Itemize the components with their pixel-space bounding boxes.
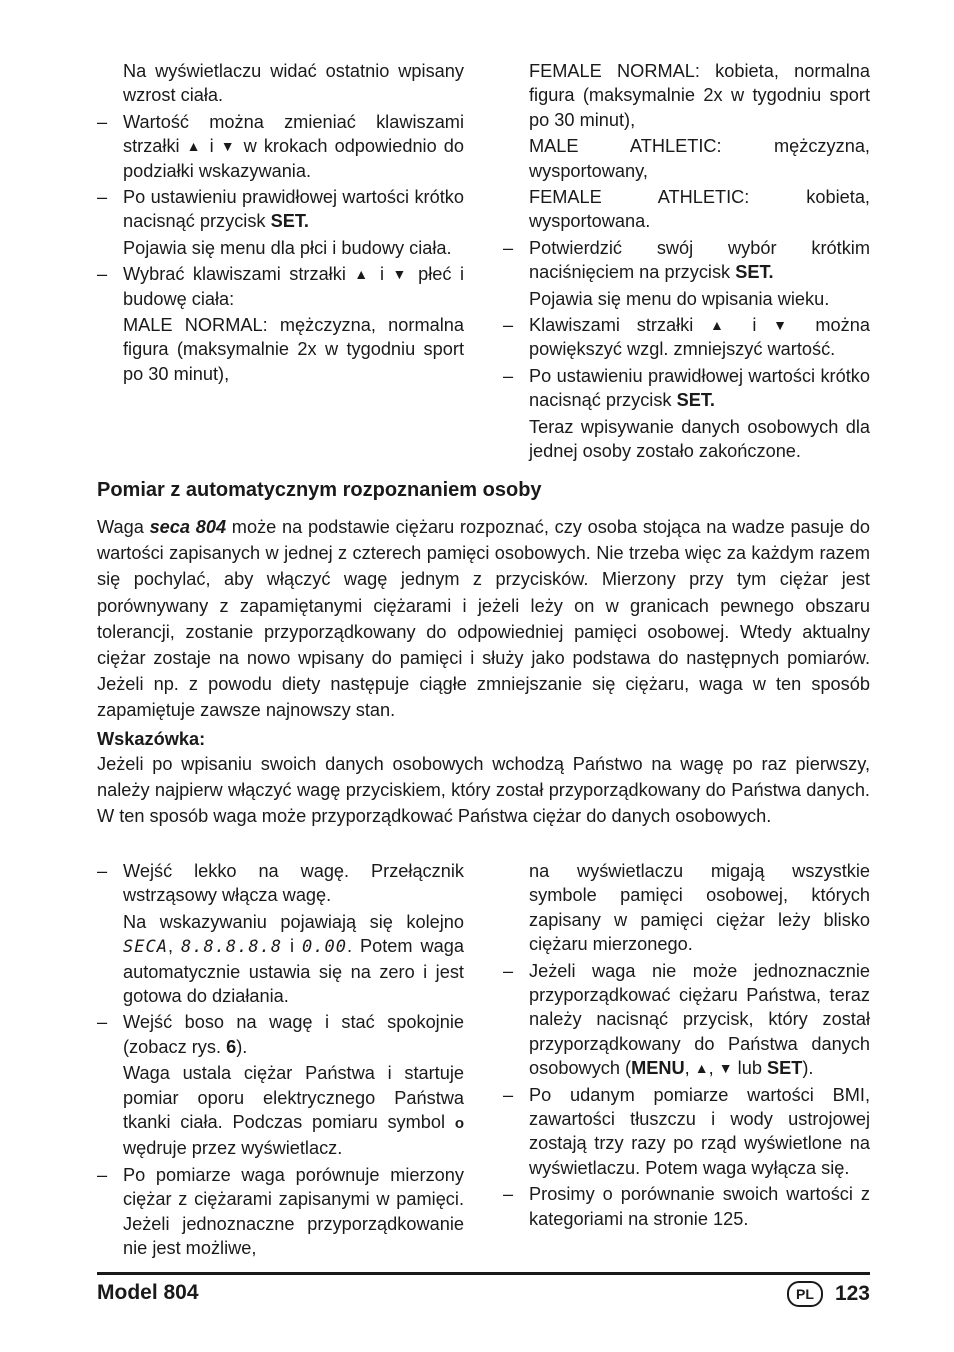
note-title: Wskazówka: — [97, 729, 206, 749]
arrow-up-icon: ▲ — [354, 266, 372, 283]
list-item: – Wejść boso na wagę i stać spokojnie (zobacz rys. 6). — [97, 1012, 464, 1057]
menu-appears-text: Pojawia się menu dla płci i budowy ciała. — [123, 237, 452, 258]
dash: – — [503, 1084, 514, 1105]
list-item: – Po ustawieniu prawidłowej wartości krótko nacisnąć przycisk SET. — [503, 365, 870, 411]
list-item: – Klawiszami strzałki ▲ i ▼ można powiększyć wzgl. zmniejszyć wartość. — [503, 315, 870, 360]
dash: – — [97, 187, 108, 208]
model-name: Model 804 — [97, 1281, 199, 1304]
list-item: – Prosimy o porównanie swoich wartości z kategoriami na stronie 125. — [503, 1184, 870, 1229]
continued-text: na wyświetlaczu migają wszystkie symbole pamięci osobowej, których zapisany w pamięci ciężar leży blisko ciężaru mierzonego. — [529, 861, 870, 955]
arrow-down-icon: ▼ — [718, 1060, 733, 1077]
language-badge: PL — [787, 1281, 823, 1307]
dash: – — [503, 365, 514, 386]
age-menu-text: Pojawia się menu do wpisania wieku. — [529, 288, 830, 309]
figure-ref: 6 — [226, 1036, 237, 1057]
dash: – — [503, 1184, 514, 1205]
arrow-down-icon: ▼ — [220, 138, 237, 155]
entry-complete-text: Teraz wpisywanie danych osobowych dla jednej osoby zostało zakończone. — [529, 416, 870, 462]
list-item: – Wybrać klawiszami strzałki ▲ i ▼ płeć i budowę ciała: — [97, 264, 464, 309]
arrow-down-icon: ▼ — [392, 266, 410, 283]
list-item: – Po pomiarze waga porównuje mierzony ciężar z ciężarami zapisanymi w pamięci. Jeżeli jednoznaczne przyporządkowanie nie jest możliwe, — [97, 1164, 464, 1259]
list-item: – Potwierdzić swój wybór krótkim naciśnięciem na przycisk SET. — [503, 237, 870, 283]
set-key-label: SET. — [270, 211, 309, 232]
height-display-text: Na wyświetlaczu widać ostatnio wpisany wzrost ciała. — [123, 61, 464, 106]
arrow-up-icon: ▲ — [710, 317, 736, 334]
arrow-down-icon: ▼ — [773, 317, 799, 334]
dash: – — [503, 237, 514, 258]
arrow-up-icon: ▲ — [186, 138, 203, 155]
list-item: – Po udanym pomiarze wartości BMI, zawartości tłuszczu i wody ustrojowej zostają trzy razy po rząd wyświetlone na wyświetlaczu. Potem waga wyłącza się. — [503, 1084, 870, 1178]
dash: – — [97, 1012, 108, 1033]
male-normal-text: MALE NORMAL: mężczyzna, normalna figura (maksymalnie 2x w tygodniu sport po 30 minut), — [123, 315, 464, 384]
top-right-column — [503, 59, 870, 466]
bottom-left-column — [97, 859, 464, 1263]
menu-key-label: MENU — [631, 1058, 685, 1079]
female-athletic-text: FEMALE ATHLETIC: kobieta, wysportowana. — [529, 187, 870, 232]
footer-right — [787, 1281, 870, 1307]
list-item: – Po ustawieniu prawidłowej wartości krótko nacisnąć przycisk SET. — [97, 187, 464, 232]
brand-name: seca 804 — [149, 517, 227, 537]
set-key-label: SET — [767, 1058, 803, 1079]
set-key-label: SET. — [735, 262, 774, 283]
dash: – — [97, 264, 108, 285]
list-item: – Wejść lekko na wagę. Przełącznik wstrząsowy włącza wagę. — [97, 861, 464, 906]
bottom-right-column — [503, 859, 870, 1233]
list-item: – Wartość można zmieniać klawiszami strzałki ▲ i ▼ w krokach odpowiednio do podziałki wskazywania. — [97, 111, 465, 181]
note-paragraph: Jeżeli po wpisaniu swoich danych osobowych wchodzą Państwo na wagę po raz pierwszy, należy najpierw włączyć wagę przyciskiem, który został przyporządkowany do Państwa danych. W ten sposób waga może przyporządkować Państwa ciężar do danych osobowych. — [97, 754, 870, 827]
section-title: Pomiar z automatycznym rozpoznaniem osoby — [97, 479, 542, 501]
intro-paragraph: Waga seca 804 może na podstawie ciężaru rozpoznać, czy osoba stojąca na wadze pasuje do wartości zapisanych w jednej z czterech pamięci osobowych. Nie trzeba więc za każdym razem się pochylać, aby włączyć wagę jednym z przycisków. Mierzony przy tym ciężar jest porównywany z zapamiętanymi ciężarami i jeżeli leży on w granicach pewnego obszaru tolerancji, zostanie przyporządkowany do odpowiedniej pamięci osobowej. Wtedy aktualny ciężar zostaje na nowo wpisany do pamięci i służy jako podstawa do następnych pomiarów. Jeżeli np. z powodu diety następuje ciągłe zmniejszanie się ciężaru, waga w ten sposób zapamiętuje zawsze najnowszy stan. — [97, 517, 870, 721]
lcd-test: 8.8.8.8.8 — [180, 937, 283, 958]
dash: – — [97, 1164, 108, 1185]
set-key-label: SET. — [676, 390, 715, 411]
lcd-zero: 0.00 — [302, 937, 347, 958]
list-item: – Jeżeli waga nie może jednoznacznie przyporządkować ciężaru Państwa, teraz należy nacisnąć przycisk, który został przyporządkowany do Państwa danych osobowych (MENU, ▲, ▼ lub SET). — [503, 960, 870, 1079]
page-number: 123 — [834, 1281, 870, 1305]
male-athletic-text: MALE ATHLETIC: mężczyzna, wysportowany, — [529, 136, 870, 181]
dash: – — [97, 111, 108, 132]
lcd-seca: SECA — [123, 937, 168, 958]
arrow-up-icon: ▲ — [694, 1060, 709, 1077]
measurement-symbol-icon: o — [454, 1115, 464, 1133]
top-left-column — [97, 59, 464, 388]
dash: – — [503, 315, 514, 336]
dash: – — [503, 960, 514, 981]
female-normal-text: FEMALE NORMAL: kobieta, normalna figura (maksymalnie 2x w tygodniu sport po 30 minut), — [529, 61, 870, 130]
display-sequence-text: Na wskazywaniu pojawiają się kolejno SECA, 8.8.8.8.8 i 0.00. Potem waga automatycznie ustawia się na zero i jest gotowa do działania. — [123, 911, 465, 1007]
footer-divider — [97, 1272, 870, 1275]
measurement-text: Waga ustala ciężar Państwa i startuje pomiar oporu elektrycznego Państwa tkanki ciała. Podczas pomiaru symbol o wędruje przez wyświetlacz. — [123, 1063, 464, 1159]
dash: – — [97, 861, 108, 881]
